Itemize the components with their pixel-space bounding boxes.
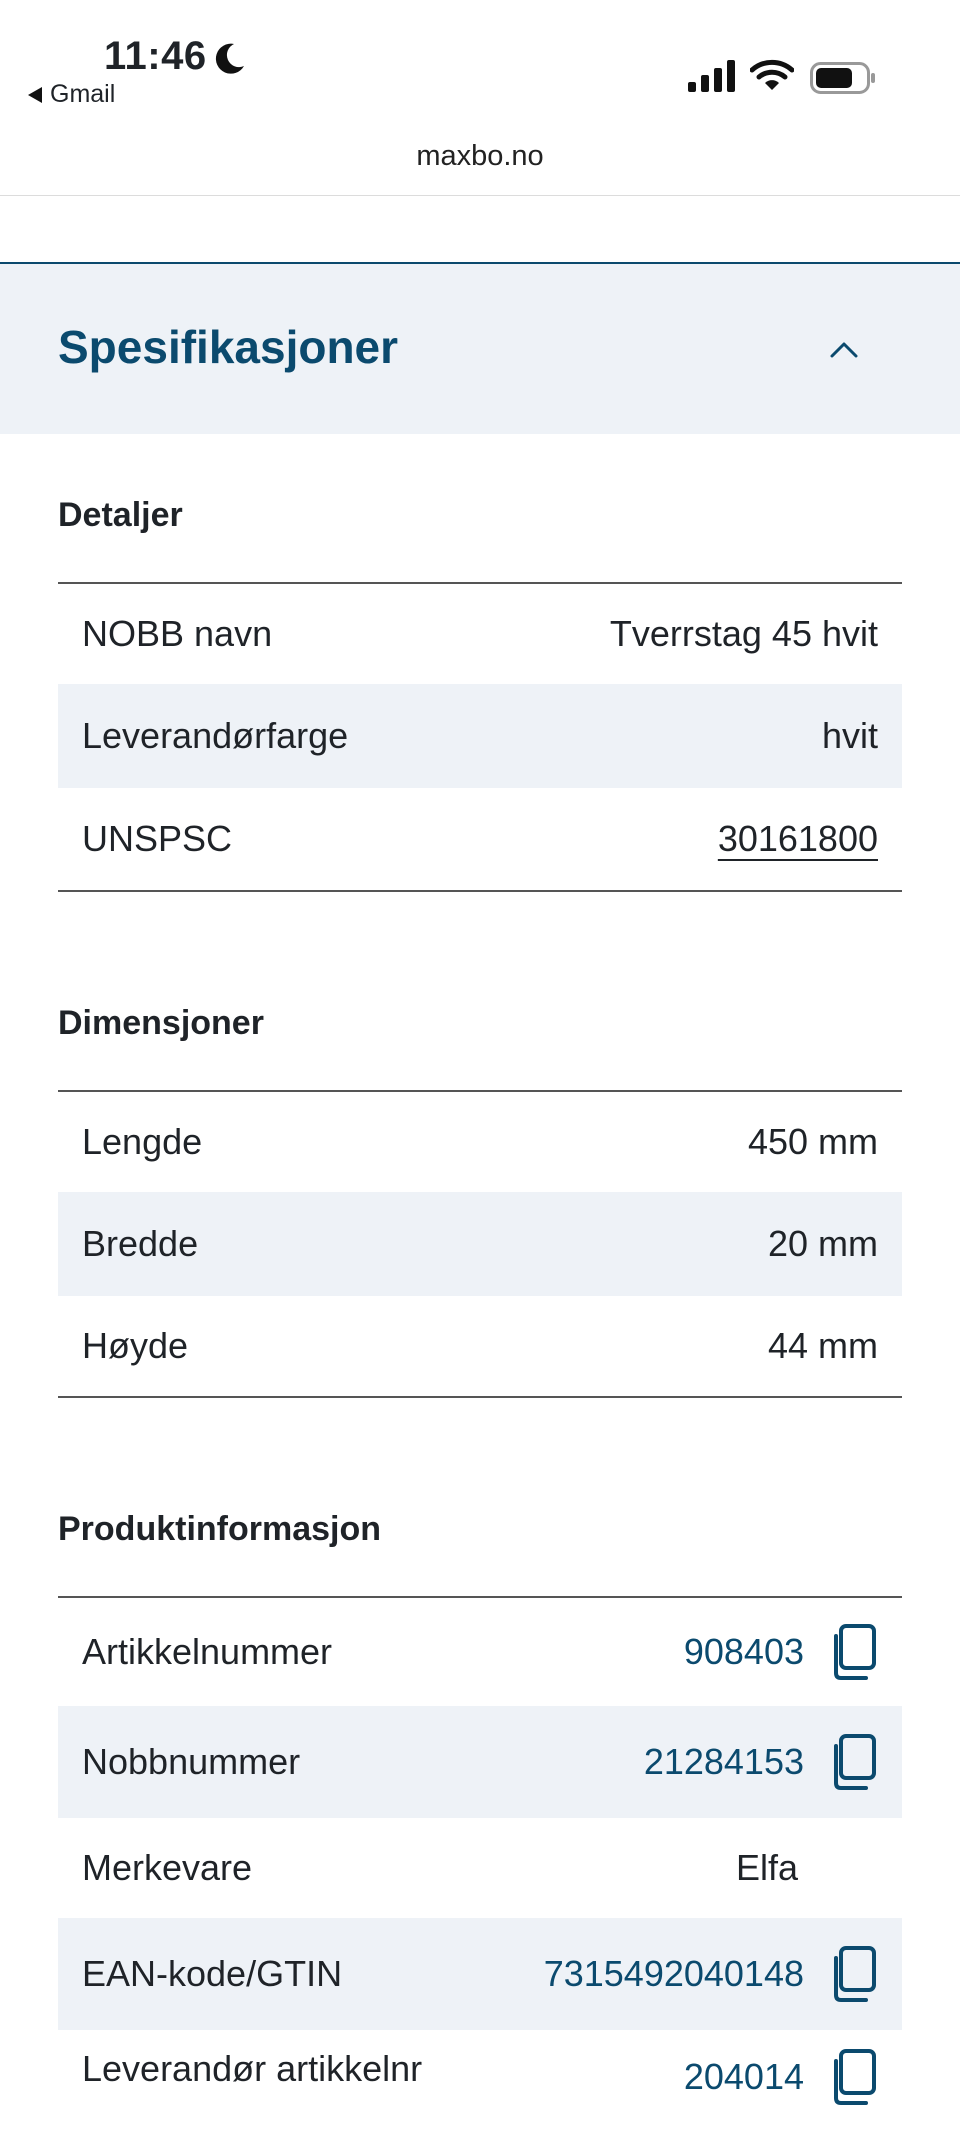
spec-row-nobb-navn	[58, 584, 902, 684]
back-app-label: Gmail	[50, 80, 116, 108]
spec-row-unspsc	[58, 788, 902, 890]
status-bar	[0, 0, 960, 110]
spec-row-nobbnummer	[58, 1706, 902, 1818]
specifications-title: Spesifikasjoner	[58, 321, 399, 373]
spec-value: 450 mm	[747, 1121, 878, 1162]
spec-value: hvit	[821, 715, 878, 756]
spec-row-leverandor-artikkelnr	[58, 2030, 902, 2130]
copy-icon[interactable]	[828, 1733, 878, 1791]
spec-value: Tverrstag 45 hvit	[609, 613, 878, 654]
spec-label: Leverandør artikkelnr	[82, 2048, 423, 2089]
section-divider	[58, 890, 902, 892]
spec-value: 44 mm	[767, 1325, 878, 1366]
copy-icon[interactable]	[828, 1623, 878, 1681]
section-title-detaljer: Detaljer	[58, 496, 183, 534]
spec-row-artikkelnummer	[58, 1598, 902, 1706]
spec-row-hoyde	[58, 1296, 902, 1396]
chevron-up-icon[interactable]	[826, 334, 862, 364]
section-title-dimensjoner: Dimensjoner	[58, 1004, 264, 1042]
spec-value: 7315492040148	[543, 1953, 804, 1994]
section-title-produktinformasjon: Produktinformasjon	[58, 1510, 382, 1548]
copy-icon[interactable]	[828, 1945, 878, 2003]
spec-label: NOBB navn	[82, 613, 273, 654]
spec-label: Nobbnummer	[82, 1741, 301, 1782]
spec-row-bredde	[58, 1192, 902, 1296]
spec-value: Elfa	[735, 1847, 798, 1888]
cellular-signal-icon	[688, 60, 736, 92]
spec-row-leverandorfarge	[58, 684, 902, 788]
spec-label: UNSPSC	[82, 818, 233, 859]
spec-label: EAN-kode/GTIN	[82, 1953, 343, 1994]
spec-value: 204014	[683, 2056, 804, 2097]
moon-icon	[212, 42, 246, 76]
browser-divider	[0, 195, 960, 196]
spec-value: 20 mm	[767, 1223, 878, 1264]
spec-label: Bredde	[82, 1223, 199, 1264]
spec-label: Artikkelnummer	[82, 1631, 333, 1672]
spec-value: 908403	[683, 1631, 804, 1672]
spec-label: Leverandørfarge	[82, 715, 349, 756]
wifi-icon	[750, 58, 794, 92]
spec-row-ean-kode	[58, 1918, 902, 2030]
spec-value: 21284153	[643, 1741, 804, 1782]
battery-icon	[810, 62, 876, 94]
copy-icon[interactable]	[828, 2048, 878, 2106]
spec-row-merkevare	[58, 1818, 902, 1918]
specifications-accordion-header[interactable]	[0, 264, 960, 434]
spec-label: Lengde	[82, 1121, 203, 1162]
spec-label: Merkevare	[82, 1847, 253, 1888]
clock: 11:46	[104, 34, 207, 78]
section-divider	[58, 1396, 902, 1398]
back-to-app-link[interactable]	[28, 80, 115, 109]
unspsc-link[interactable]: 30161800	[717, 818, 878, 859]
address-bar[interactable]: maxbo.no	[416, 140, 544, 172]
back-arrow-icon	[28, 87, 42, 103]
spec-row-lengde	[58, 1092, 902, 1192]
spec-label: Høyde	[82, 1325, 189, 1366]
